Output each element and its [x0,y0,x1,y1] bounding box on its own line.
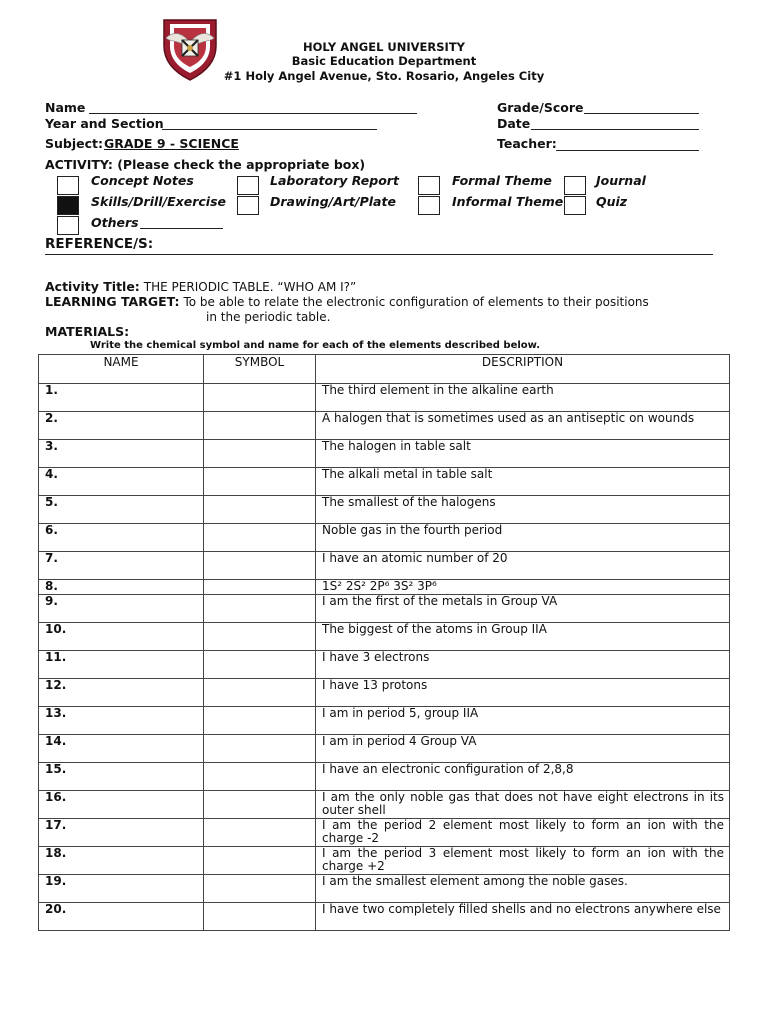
row-number-name-cell[interactable]: 15. [39,762,204,790]
row-number-name-cell[interactable]: 20. [39,902,204,930]
symbol-cell[interactable] [204,650,316,678]
row-number-name-cell[interactable]: 14. [39,734,204,762]
others-field[interactable] [140,228,223,229]
table-row [39,706,730,734]
learning-target-row [45,294,649,309]
symbol-cell[interactable] [204,594,316,622]
row-number-name-cell[interactable]: 17. [39,818,204,846]
grade-score-field[interactable] [584,113,699,114]
row-number-name-cell[interactable]: 11. [39,650,204,678]
table-row [39,440,730,468]
table-header-row [39,355,730,384]
skills-drill-exercise-label: Skills/Drill/Exercise [91,194,226,209]
year-section-label: Year and Section [45,116,164,131]
description-cell: The smallest of the halogens [316,496,730,524]
table-row [39,902,730,930]
symbol-cell[interactable] [204,496,316,524]
table-row [39,790,730,818]
name-label: Name [45,100,86,115]
row-number-name-cell[interactable]: 3. [39,440,204,468]
laboratory-report-label: Laboratory Report [270,173,399,188]
row-number-name-cell[interactable]: 16. [39,790,204,818]
symbol-cell[interactable] [204,622,316,650]
row-number-name-cell[interactable]: 6. [39,524,204,552]
description-cell: I am the smallest element among the noble gases. [316,874,730,902]
drawing-art-plate-label: Drawing/Art/Plate [270,194,396,209]
name-field[interactable] [89,113,417,114]
table-row [39,650,730,678]
row-number-name-cell[interactable]: 4. [39,468,204,496]
table-row [39,818,730,846]
quiz-checkbox[interactable] [564,196,586,215]
skills-drill-exercise-checkbox[interactable] [57,196,79,215]
symbol-cell[interactable] [204,706,316,734]
subject-label: Subject: [45,136,103,151]
description-cell: The halogen in table salt [316,440,730,468]
symbol-cell[interactable] [204,762,316,790]
learning-target-label: LEARNING TARGET: [45,294,180,309]
row-number-name-cell[interactable]: 10. [39,622,204,650]
description-cell: The third element in the alkaline earth [316,384,730,412]
table-row [39,734,730,762]
row-number-name-cell[interactable]: 12. [39,678,204,706]
row-number-name-cell[interactable]: 18. [39,846,204,874]
learning-target-line1: To be able to relate the electronic configuration of elements to their positions [183,295,649,309]
symbol-cell[interactable] [204,580,316,595]
row-number-name-cell[interactable]: 19. [39,874,204,902]
description-cell: I have 3 electrons [316,650,730,678]
subject-value: GRADE 9 - SCIENCE [104,136,239,151]
description-cell: The biggest of the atoms in Group IIA [316,622,730,650]
concept-notes-label: Concept Notes [91,173,194,188]
row-number-name-cell[interactable]: 13. [39,706,204,734]
description-cell: I am the period 2 element most likely to form an ion with the charge -2 [316,818,730,846]
description-cell: Noble gas in the fourth period [316,524,730,552]
row-number-name-cell[interactable]: 5. [39,496,204,524]
learning-target-line2: in the periodic table. [206,310,331,324]
table-instruction: Write the chemical symbol and name for each of the elements described below. [90,340,541,351]
teacher-label: Teacher: [497,136,557,151]
table-row [39,552,730,580]
description-cell: I have an atomic number of 20 [316,552,730,580]
description-cell: I am the only noble gas that does not have eight electrons in its outer shell [316,790,730,818]
formal-theme-label: Formal Theme [452,173,552,188]
description-cell: I have two completely filled shells and no electrons anywhere else [316,902,730,930]
symbol-cell[interactable] [204,902,316,930]
informal-theme-label: Informal Theme [452,194,564,209]
university-address: #1 Holy Angel Avenue, Sto. Rosario, Angeles City [223,69,545,83]
date-label: Date [497,116,531,131]
activity-title-label: Activity Title: [45,279,140,294]
university-name: HOLY ANGEL UNIVERSITY [302,40,465,54]
teacher-field[interactable] [556,150,699,151]
materials-label: MATERIALS: [45,324,130,339]
table-row [39,874,730,902]
elements-table [38,354,730,931]
symbol-cell[interactable] [204,874,316,902]
symbol-cell[interactable] [204,440,316,468]
others-label: Others [91,215,139,230]
symbol-cell[interactable] [204,524,316,552]
activity-title-value: THE PERIODIC TABLE. “WHO AM I?” [143,280,357,294]
symbol-cell[interactable] [204,678,316,706]
activity-label: ACTIVITY: (Please check the appropriate box) [45,157,366,172]
symbol-cell[interactable] [204,818,316,846]
description-cell: I am the first of the metals in Group VA [316,594,730,622]
laboratory-report-checkbox[interactable] [237,176,259,195]
table-row [39,622,730,650]
table-row [39,580,730,595]
description-cell: A halogen that is sometimes used as an antiseptic on wounds [316,412,730,440]
table-row [39,846,730,874]
description-cell: I have 13 protons [316,678,730,706]
description-cell: I am the period 3 element most likely to form an ion with the charge +2 [316,846,730,874]
table-row [39,412,730,440]
table-row [39,524,730,552]
symbol-cell[interactable] [204,790,316,818]
table-row [39,384,730,412]
journal-checkbox[interactable] [564,176,586,195]
symbol-cell[interactable] [204,552,316,580]
symbol-cell[interactable] [204,384,316,412]
table-row [39,594,730,622]
symbol-cell[interactable] [204,412,316,440]
date-field[interactable] [531,129,699,130]
table-row [39,678,730,706]
reference-label: REFERENCE/S: [45,236,154,252]
symbol-cell[interactable] [204,734,316,762]
informal-theme-checkbox[interactable] [418,196,440,215]
row-number-name-cell[interactable]: 7. [39,552,204,580]
symbol-column-header: SYMBOL [204,355,316,384]
name-column-header: NAME [39,355,204,384]
description-column-header: DESCRIPTION [316,355,730,384]
concept-notes-checkbox[interactable] [57,176,79,195]
others-checkbox[interactable] [57,216,79,235]
drawing-art-plate-checkbox[interactable] [237,196,259,215]
journal-label: Journal [596,173,646,188]
symbol-cell[interactable] [204,846,316,874]
description-cell: The alkali metal in table salt [316,468,730,496]
description-cell: I am in period 4 Group VA [316,734,730,762]
year-section-field[interactable] [162,129,377,130]
department-name: Basic Education Department [291,54,477,68]
description-cell: I have an electronic configuration of 2,8,8 [316,762,730,790]
activity-title-row [45,279,356,294]
grade-score-label: Grade/Score [497,100,584,115]
symbol-cell[interactable] [204,468,316,496]
row-number-name-cell[interactable]: 8. [39,580,204,595]
reference-line [45,254,713,255]
row-number-name-cell[interactable]: 1. [39,384,204,412]
table-row [39,496,730,524]
row-number-name-cell[interactable]: 9. [39,594,204,622]
formal-theme-checkbox[interactable] [418,176,440,195]
description-cell: 1S² 2S² 2P⁶ 3S² 3P⁶ [316,580,730,595]
table-row [39,762,730,790]
row-number-name-cell[interactable]: 2. [39,412,204,440]
quiz-label: Quiz [596,194,628,209]
table-row [39,468,730,496]
description-cell: I am in period 5, group IIA [316,706,730,734]
